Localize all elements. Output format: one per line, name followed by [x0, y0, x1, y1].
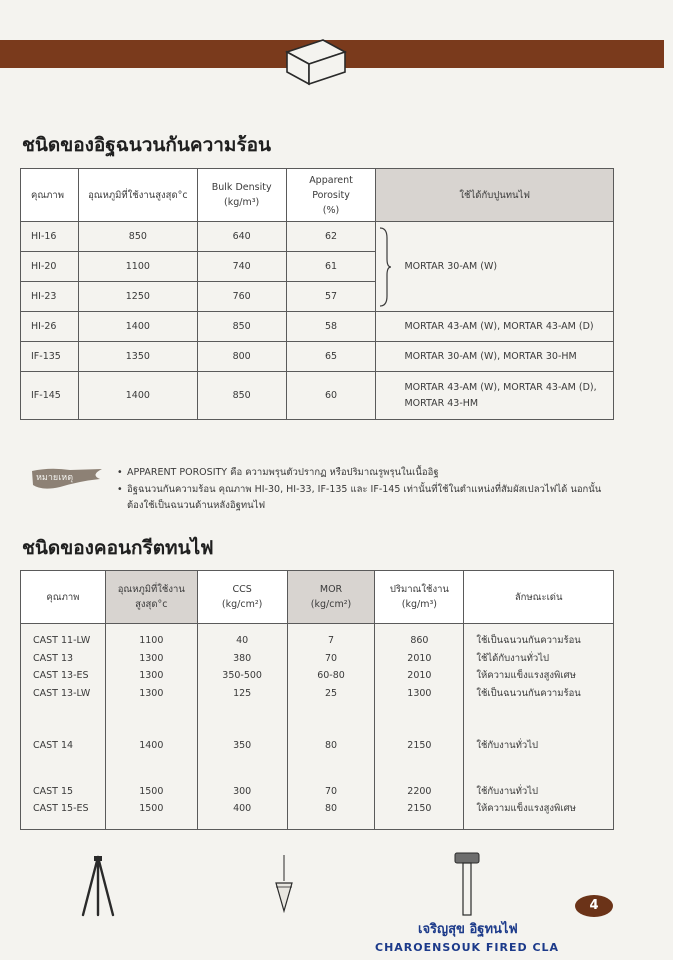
note-porosity: • APPARENT POROSITY คือ ความพรุนตัวปรากฏ หรือปริมาณรูพรุนในเนื้ออิฐ	[117, 467, 439, 478]
header-mor: MOR (kg/cm²)	[287, 571, 375, 624]
note-usage: • อิฐฉนวนกันความร้อน คุณภาพ HI-30, HI-33, IF-135 และ IF-145 เท่านั้นที่ใช้ในตำแหน่งที่สัมผัสเปลวไฟได้ นอกนั้น	[117, 484, 602, 495]
tripod-icon	[80, 855, 116, 917]
cell-temp: 1350	[78, 342, 197, 372]
header-temp: อุณหภูมิที่ใช้งานสูงสุด°c	[78, 169, 197, 222]
header-feature: ลักษณะเด่น	[464, 571, 614, 624]
col-mor: 7 70 60-80 25 80 70 80	[287, 624, 375, 830]
cell-bulk: 850	[197, 372, 286, 420]
cell-grade: HI-26	[21, 312, 79, 342]
cell-bulk: 800	[197, 342, 286, 372]
hammer-icon	[452, 852, 482, 916]
section-title-insulating-brick: ชนิดของอิฐฉนวนกันความร้อน	[22, 134, 272, 156]
col-feature: ใช้เป็นฉนวนกันความร้อน ใช้ได้กับงานทั่วไป ให้ความแข็งแรงสูงพิเศษ ใช้เป็นฉนวนกันความร้อน ใช้กับงานทั่วไป ใช้กับงานทั่วไป ให้ความแข็งแรงสูงพิเศษ	[464, 624, 614, 830]
cell-temp: 1400	[78, 312, 197, 342]
cell-mortar: MORTAR 43-AM (W), MORTAR 43-AM (D)	[376, 312, 614, 342]
cell-mortar: MORTAR 30-AM (W)	[376, 222, 614, 312]
header-porosity: Apparent Porosity (%)	[286, 169, 376, 222]
col-ccs: 40 380 350-500 125 350 300 400	[197, 624, 287, 830]
header-bulk-density: Bulk Density (kg/m³)	[197, 169, 286, 222]
brick-icon	[283, 38, 349, 86]
cell-porosity: 65	[286, 342, 376, 372]
header-grade: คุณภาพ	[21, 169, 79, 222]
cell-grade: HI-16	[21, 222, 79, 252]
cell-bulk: 850	[197, 312, 286, 342]
cell-temp: 1400	[78, 372, 197, 420]
table-row	[21, 312, 614, 342]
note-usage-cont: ต้องใช้เป็นฉนวนด้านหลังอิฐทนไฟ	[127, 500, 266, 511]
cell-temp: 1100	[78, 252, 197, 282]
cell-mortar: MORTAR 30-AM (W), MORTAR 30-HM	[376, 342, 614, 372]
cell-porosity: 57	[286, 282, 376, 312]
cell-temp: 1250	[78, 282, 197, 312]
page-number: 4	[575, 895, 613, 917]
cell-bulk: 740	[197, 252, 286, 282]
cell-temp: 850	[78, 222, 197, 252]
cell-bulk: 640	[197, 222, 286, 252]
header-temp: อุณหภูมิที่ใช้งาน สูงสุด°c	[105, 571, 197, 624]
table-body-row	[21, 624, 614, 830]
cell-porosity: 62	[286, 222, 376, 252]
brand-name-thai: เจริญสุข อิฐทนไฟ	[418, 922, 518, 937]
header-mortar: ใช้ได้กับปูนทนไฟ	[376, 169, 614, 222]
cell-grade: HI-23	[21, 282, 79, 312]
col-temp: 1100 1300 1300 1300 1400 1500 1500	[105, 624, 197, 830]
cell-porosity: 61	[286, 252, 376, 282]
section-title-castable: ชนิดของคอนกรีตทนไฟ	[22, 537, 214, 559]
brand-name-english: CHAROENSOUK FIRED CLA	[375, 941, 560, 954]
header-usage: ปริมาณใช้งาน (kg/m³)	[375, 571, 464, 624]
col-usage: 860 2010 2010 1300 2150 2200 2150	[375, 624, 464, 830]
cell-bulk: 760	[197, 282, 286, 312]
table-row	[21, 372, 614, 420]
cell-grade: HI-20	[21, 252, 79, 282]
plumb-bob-icon	[272, 855, 296, 913]
table-row	[21, 222, 614, 252]
cell-grade: IF-145	[21, 372, 79, 420]
table-row	[21, 342, 614, 372]
cell-grade: IF-135	[21, 342, 79, 372]
castable-table	[20, 570, 614, 830]
col-grade: CAST 11-LW CAST 13 CAST 13-ES CAST 13-LW CAST 14 CAST 15 CAST 15-ES	[21, 624, 106, 830]
cell-porosity: 60	[286, 372, 376, 420]
header-ccs: CCS (kg/cm²)	[197, 571, 287, 624]
cell-porosity: 58	[286, 312, 376, 342]
table-header-row	[21, 169, 614, 222]
note-tag-label: หมายเหตุ	[36, 473, 74, 483]
cell-mortar: MORTAR 43-AM (W), MORTAR 43-AM (D), MORTAR 43-HM	[376, 372, 614, 420]
brace-icon	[378, 226, 392, 308]
insulating-brick-table	[20, 168, 614, 420]
table-header-row	[21, 571, 614, 624]
header-grade: คุณภาพ	[21, 571, 106, 624]
